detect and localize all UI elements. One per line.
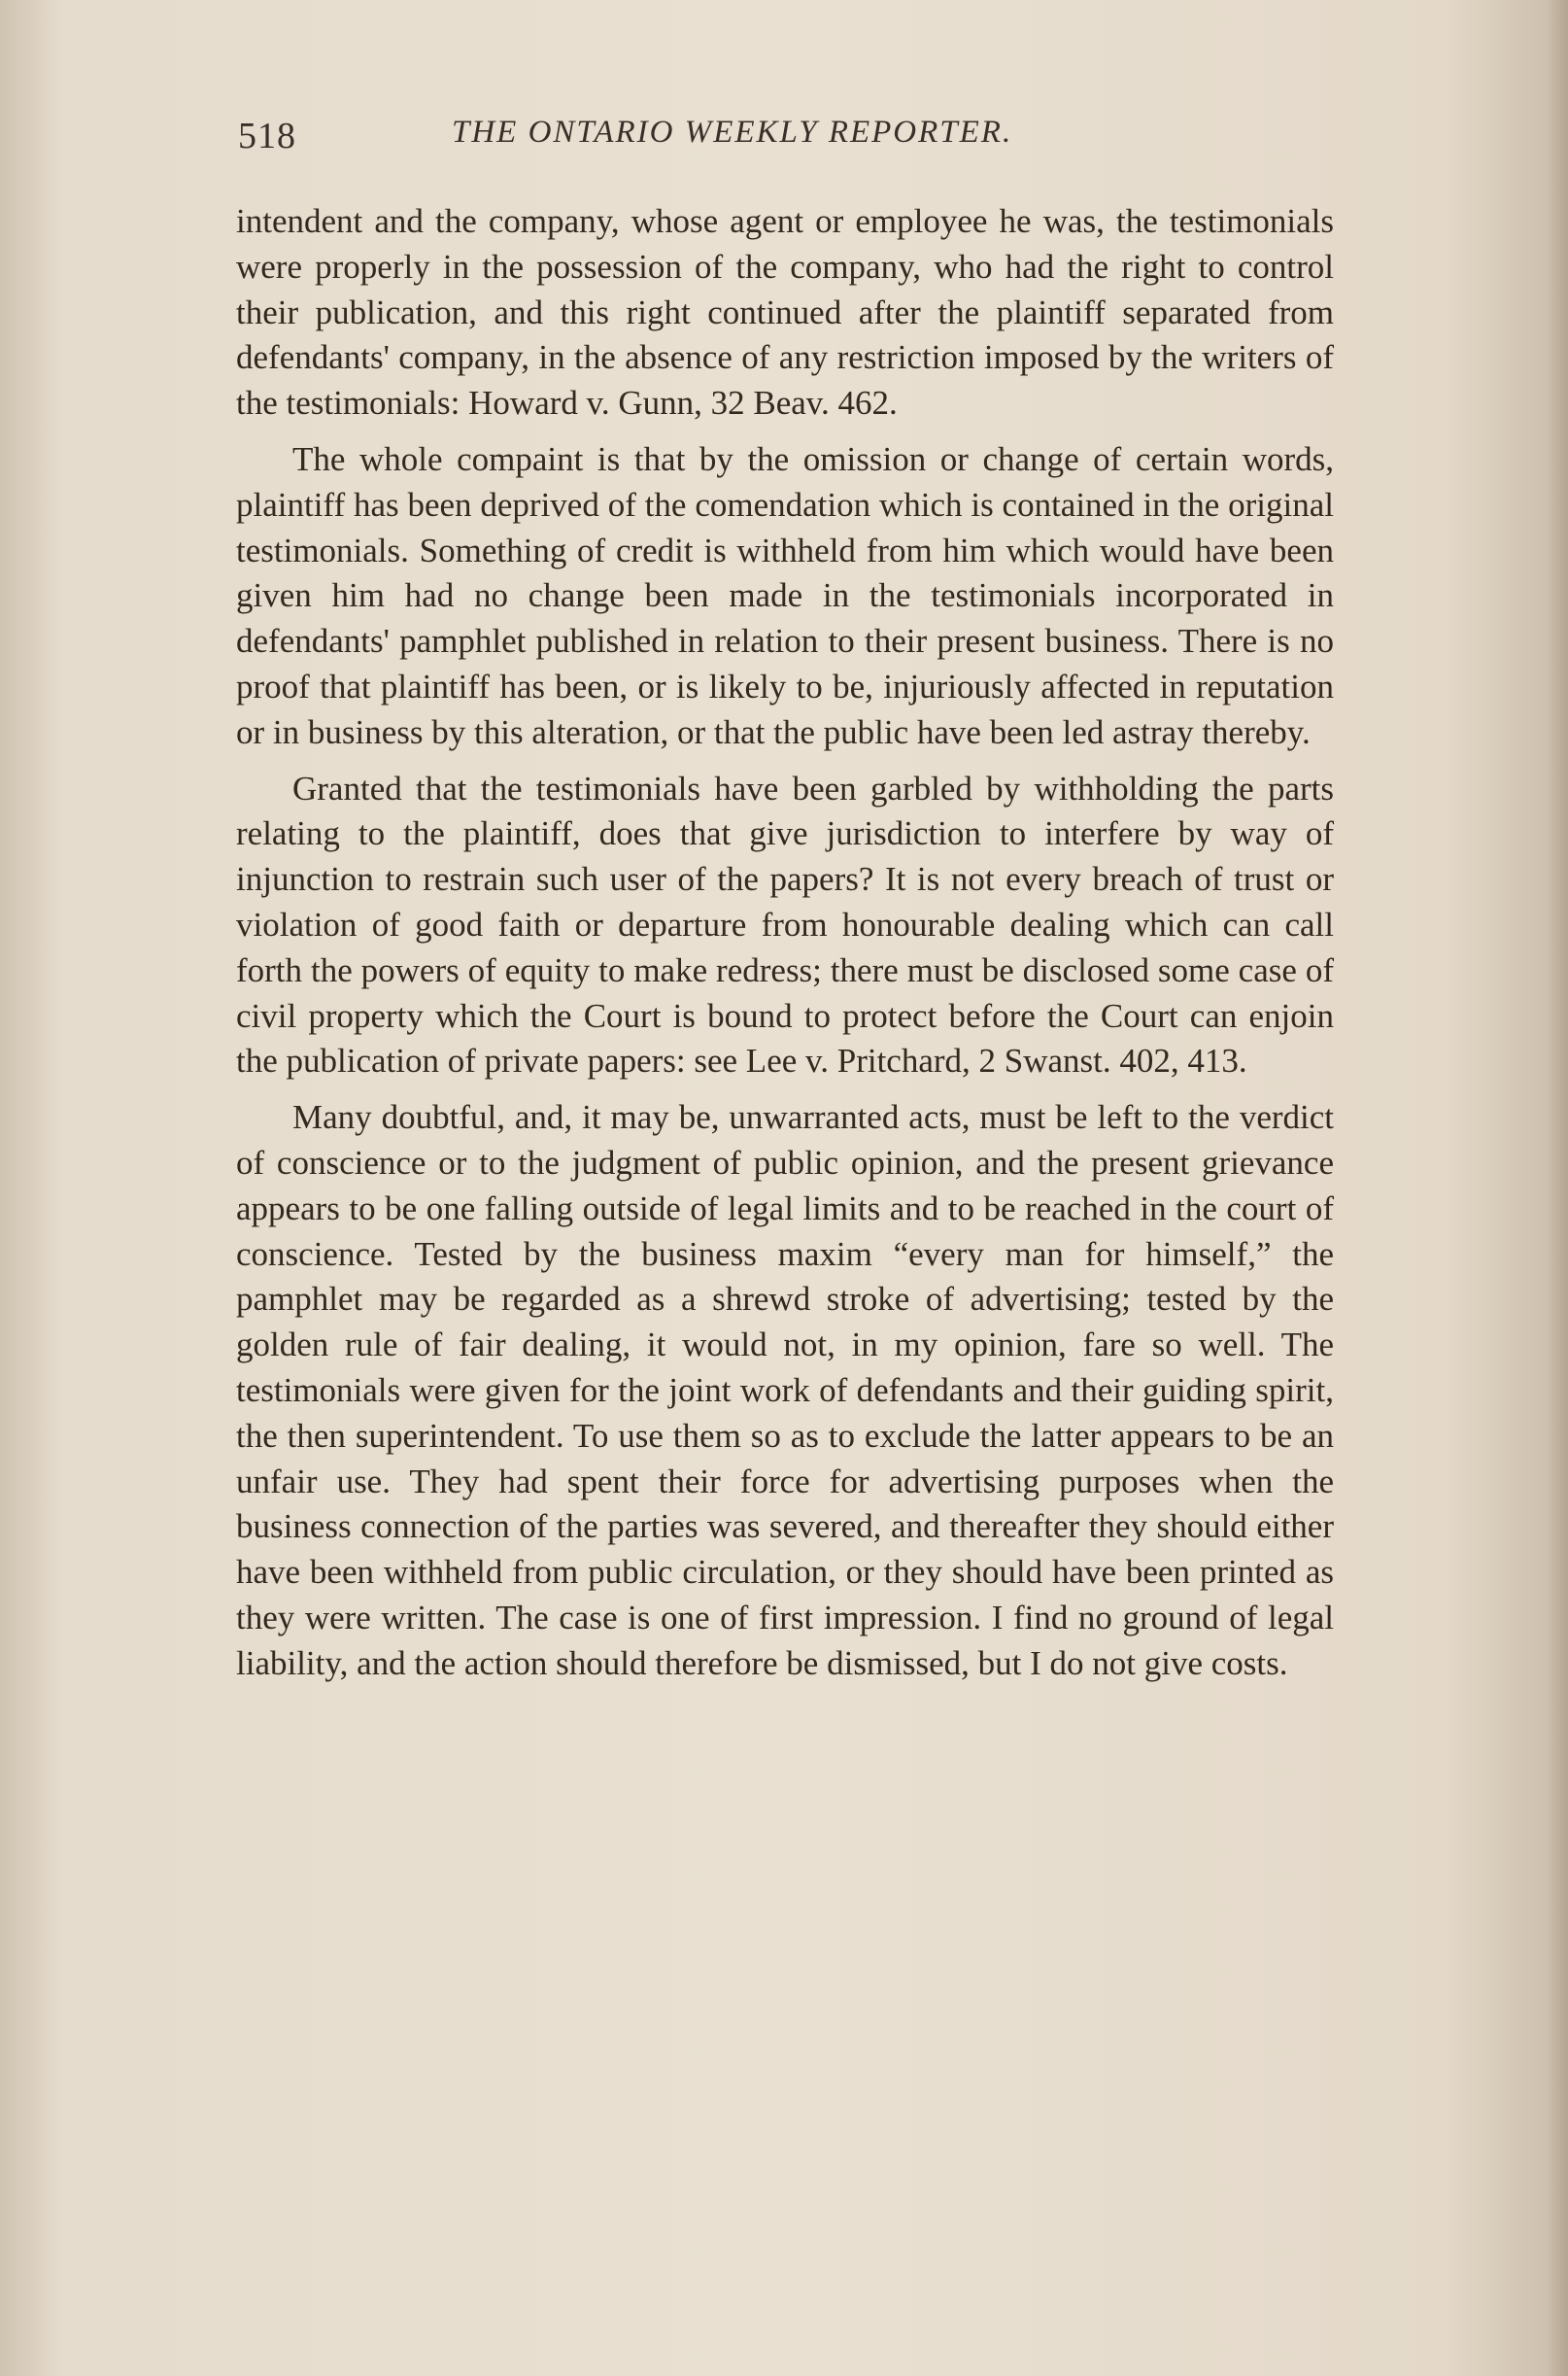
paragraph-jurisdiction: Granted that the testimonials have been garbled by withholding the parts relating to the plaintiff, does that give jurisdiction to interfere by way of injunction to restrain such user of the papers? It is not every breach of trust or violation of good faith or departure from honourable dealing which can call forth the powers of equity to make redress; there must be disclosed some case of civil property which the Court is bound to protect before the Court can enjoin the publication of private papers: see Lee v. Pritchard, 2 Swanst. 402, 413. [236,769,1334,1081]
paragraph-continuation: intendent and the company, whose agent or employee he was, the testimonials were properly in the possession of the company, who had the right to control their publication, and this right continued after the plaintiff separated from defendants' company, in the absence of any restriction imposed by the writers of the testimonials: Howard v. Gunn, 32 Beav. 462. [236,202,1334,423]
paragraph-complaint: The whole compaint is that by the omission or change of certain words, plaintiff has been deprived of the comendation which is contained in the original testimonials. Something of credit is withheld from him which would have been given him had no change been made in the testimonials incorporated in defendants' pamphlet published in relation to their present business. There is no proof that plaintiff has been, or is likely to be, injuriously affected in reputation or in business by this alteration, or that the public have been led astray thereby. [236,439,1334,751]
body-text [236,199,1334,1687]
paragraph-conclusion: Many doubtful, and, it may be, unwarranted acts, must be left to the verdict of conscience or to the judgment of public opinion, and the present grievance appears to be one falling outside of legal limits and to be reached in the court of conscience. Tested by the business maxim “every man for himself,” the pamphlet may be regarded as a shrewd stroke of advertising; tested by the golden rule of fair dealing, it would not, in my opinion, fare so well. The testimonials were given for the joint work of defendants and their guiding spirit, the then superintendent. To use them so as to exclude the latter appears to be an unfair use. They had spent their force for advertising purposes when the business connection of the parties was severed, and thereafter they should either have been withheld from public circulation, or they should have been printed as they were written. The case is one of first impression. I find no ground of legal liability, and the action should therefore be dismissed, but I do not give costs. [236,1098,1334,1682]
page-header [238,115,1346,173]
running-head: THE ONTARIO WEEKLY REPORTER. [452,115,1013,150]
page-edge-shadow [1547,0,1568,2376]
page-number: 518 [238,116,296,156]
